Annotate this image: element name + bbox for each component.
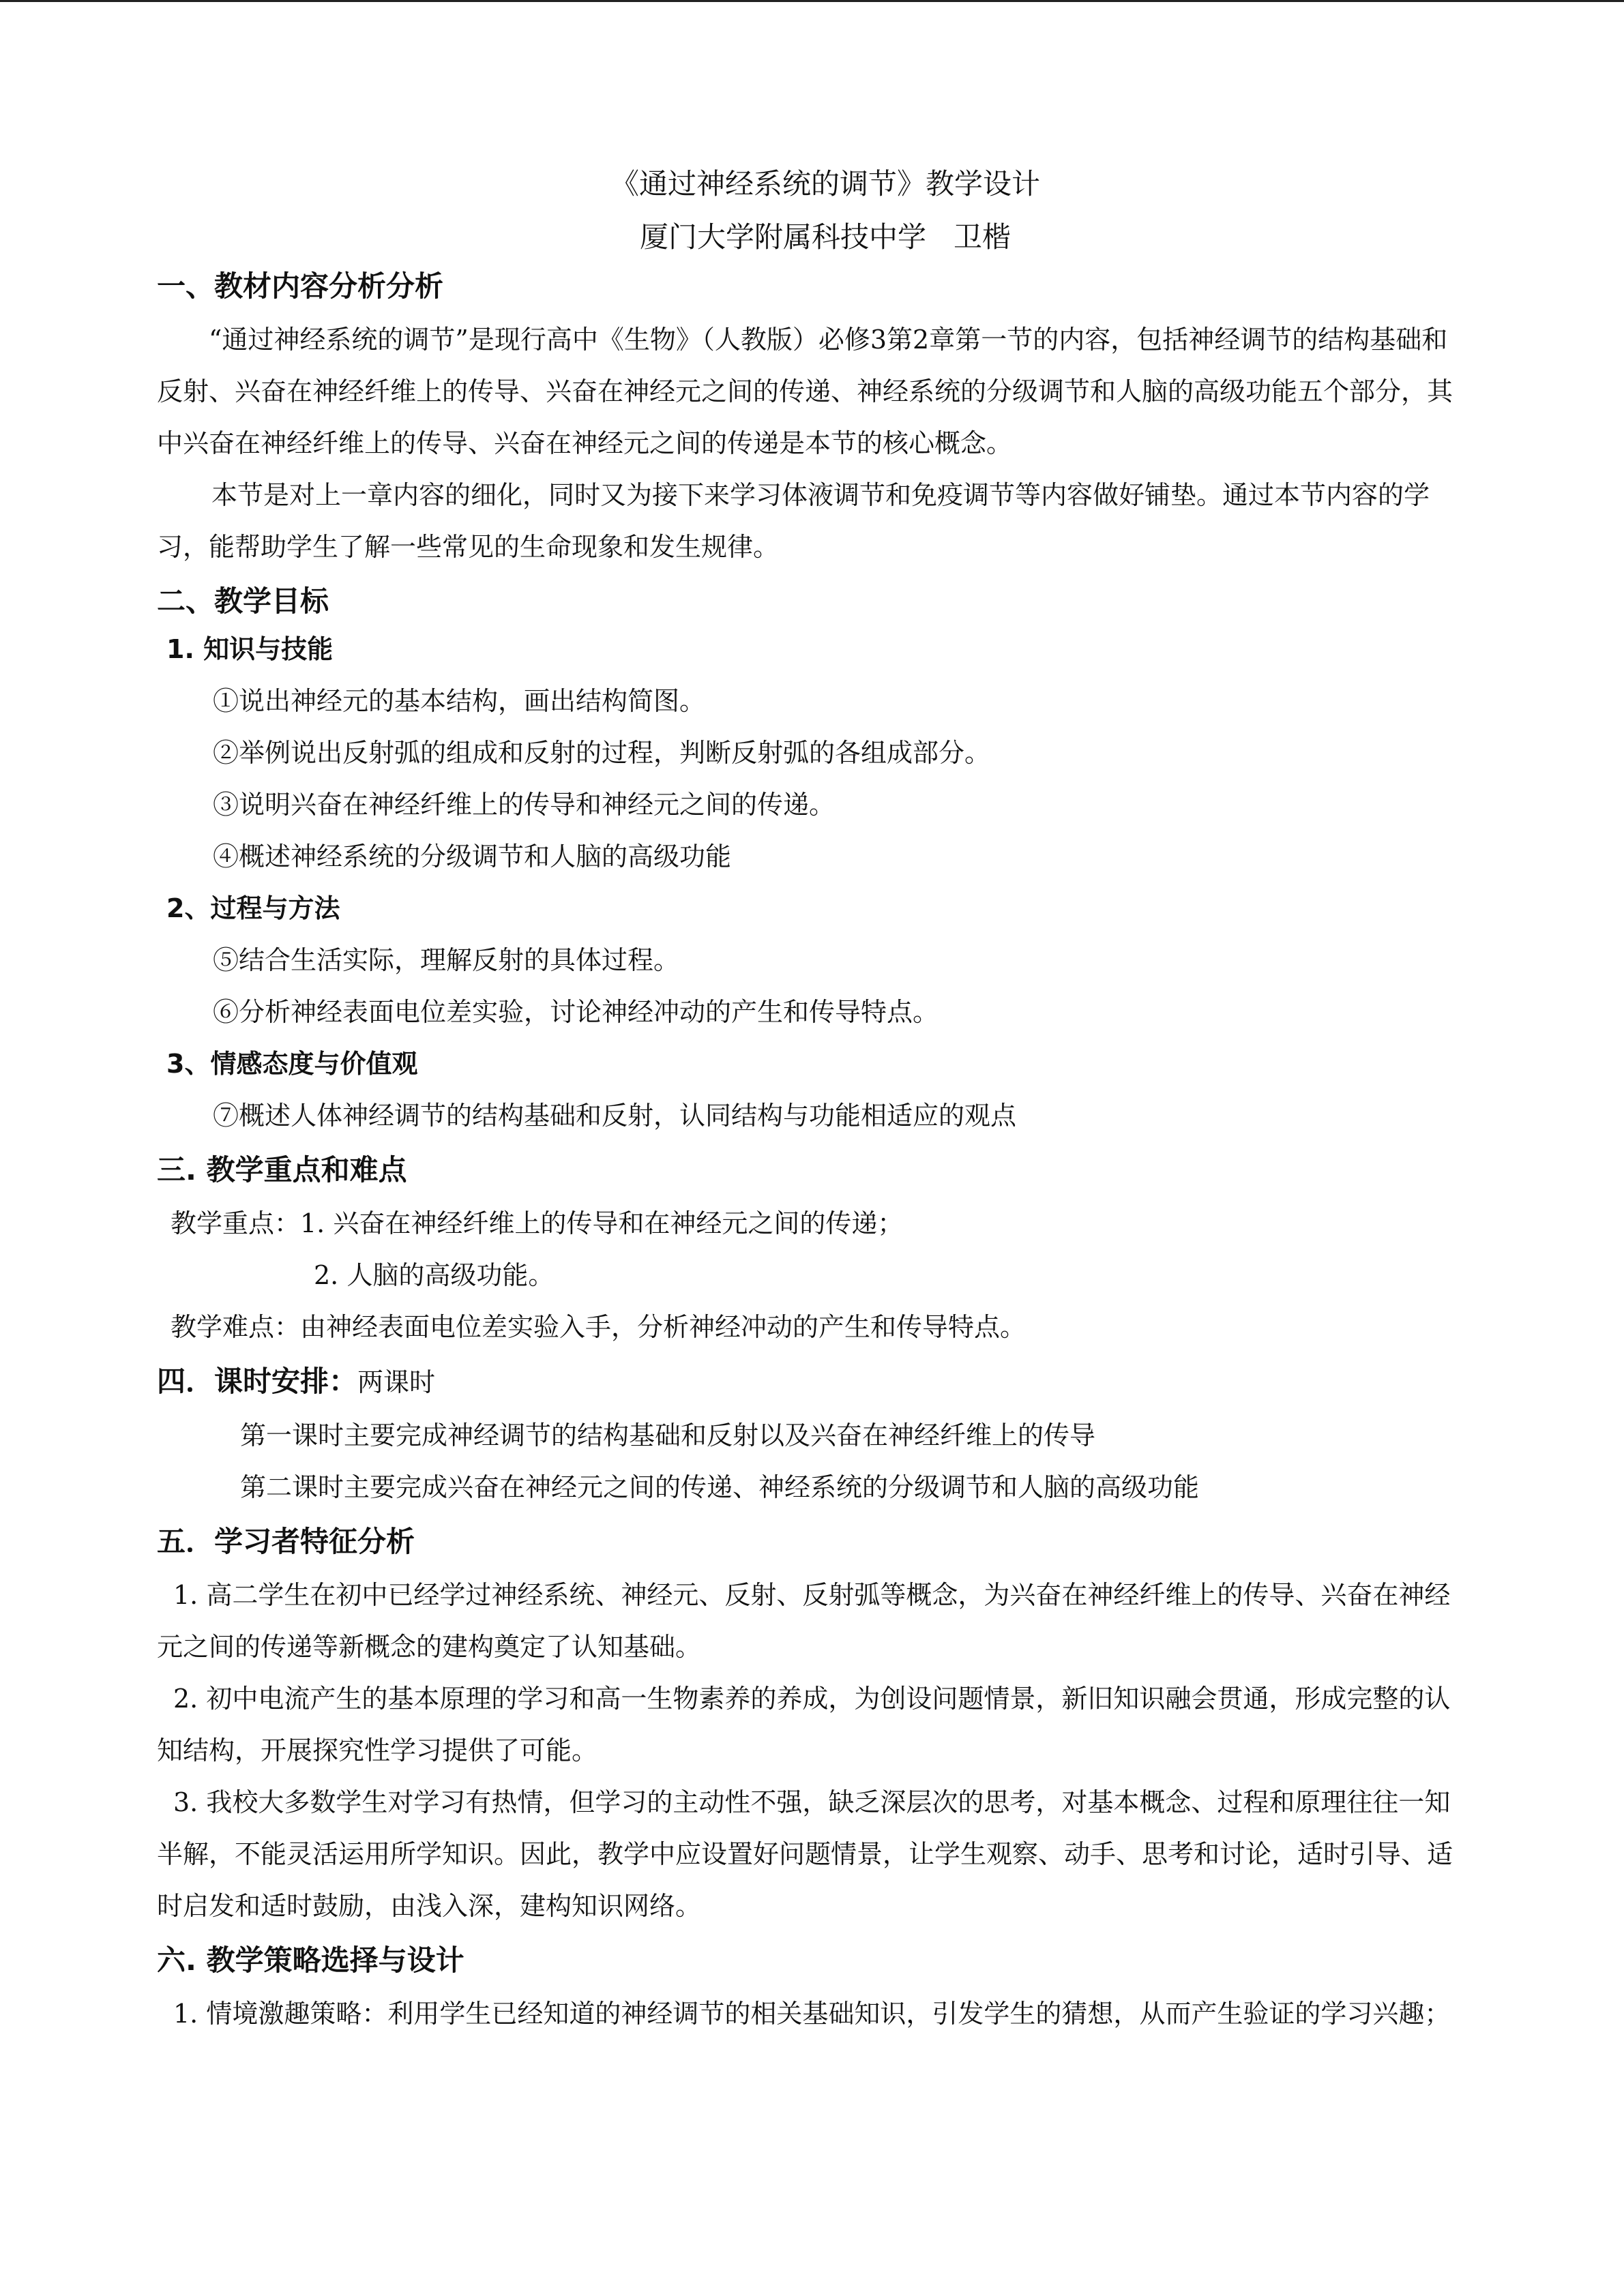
objective-item: ②举例说出反射弧的组成和反射的过程，判断反射弧的各组成部分。 <box>213 738 991 768</box>
section-2-heading: 二、教学目标 <box>157 584 329 618</box>
difficulty-point: 教学难点：由神经表面电位差实验入手，分析神经冲动的产生和传导特点。 <box>171 1312 1027 1342</box>
section-4-title: 四．课时安排： <box>157 1365 358 1398</box>
objective-item: ③说明兴奋在神经纤维上的传导和神经元之间的传递。 <box>213 790 836 820</box>
section-4-note: 两课时 <box>357 1367 436 1397</box>
school-name: 厦门大学附属科技中学 <box>639 220 926 254</box>
lesson-plan-1: 第一课时主要完成神经调节的结构基础和反射以及兴奋在神经纤维上的传导 <box>240 1420 1096 1450</box>
doc-title: 《通过神经系统的调节》教学设计 <box>610 167 1040 200</box>
author-name: 卫楷 <box>954 220 1012 254</box>
learner-paragraph: 2. 初中电流产生的基本原理的学习和高一生物素养的养成，为创设问题情景，新旧知识融会贯通，形成完整的认知结构，开展探究性学习提供了可能。 <box>157 1684 1451 1765</box>
learner-paragraph: 1. 高二学生在初中已经学过神经系统、神经元、反射、反射弧等概念，为兴奋在神经纤维上的传导、兴奋在神经元之间的传递等新概念的建构奠定了认知基础。 <box>157 1580 1451 1662</box>
document-page <box>157 164 1466 2040</box>
objective-item: ⑥分析神经表面电位差实验，讨论神经冲动的产生和传导特点。 <box>213 997 939 1027</box>
section-6-heading: 六. 教学策略选择与设计 <box>157 1943 464 1977</box>
section-1-heading: 一、教材内容分析分析 <box>157 269 444 303</box>
objective-subheading-attitude: 3、情感态度与价值观 <box>166 1049 418 1079</box>
key-point-1: 教学重点：1. 兴奋在神经纤维上的传导和在神经元之间的传递； <box>171 1208 904 1238</box>
top-border-line <box>0 0 1624 2</box>
section-3-heading: 三. 教学重点和难点 <box>157 1153 407 1187</box>
objective-item: ④概述神经系统的分级调节和人脑的高级功能 <box>213 841 732 871</box>
objective-item: ⑦概述人体神经调节的结构基础和反射，认同结构与功能相适应的观点 <box>213 1101 1017 1131</box>
objective-item: ①说出神经元的基本结构，画出结构简图。 <box>213 686 706 716</box>
objective-subheading-knowledge: 1. 知识与技能 <box>166 634 334 664</box>
key-point-2: 2. 人脑的高级功能。 <box>314 1260 555 1290</box>
strategy-paragraph: 1. 情境激趣策略：利用学生已经知道的神经调节的相关基础知识，引发学生的猜想，从而产生验证的学习兴趣； <box>173 1999 1451 2029</box>
lesson-plan-2: 第二课时主要完成兴奋在神经元之间的传递、神经系统的分级调节和人脑的高级功能 <box>240 1472 1200 1502</box>
section-1-paragraph: “通过神经系统的调节”是现行高中《生物》（人教版）必修3第2章第一节的内容，包括神经调节的结构基础和反射、兴奋在神经纤维上的传导、兴奋在神经元之间的传递、神经系统的分级调节和人脑的高级功能五个部分，其中兴奋在神经纤维上的传导、兴奋在神经元之间的传递是本节的核心概念。 <box>157 325 1453 458</box>
section-4-heading <box>157 1360 1466 1404</box>
objective-subheading-process: 2、过程与方法 <box>166 893 340 923</box>
objective-item: ⑤结合生活实际，理解反射的具体过程。 <box>213 945 680 975</box>
learner-paragraph: 3. 我校大多数学生对学习有热情，但学习的主动性不强，缺乏深层次的思考，对基本概念、过程和原理往往一知半解，不能灵活运用所学知识。因此，教学中应设置好问题情景，让学生观察、动手、思考和讨论，适时引导、适时启发和适时鼓励，由浅入深，建构知识网络。 <box>157 1787 1453 1921</box>
section-1-paragraph: 本节是对上一章内容的细化，同时又为接下来学习体液调节和免疫调节等内容做好铺垫。通过本节内容的学习，能帮助学生了解一些常见的生命现象和发生规律。 <box>157 480 1430 562</box>
doc-author-line <box>157 217 1466 258</box>
section-5-heading: 五．学习者特征分析 <box>157 1525 415 1558</box>
